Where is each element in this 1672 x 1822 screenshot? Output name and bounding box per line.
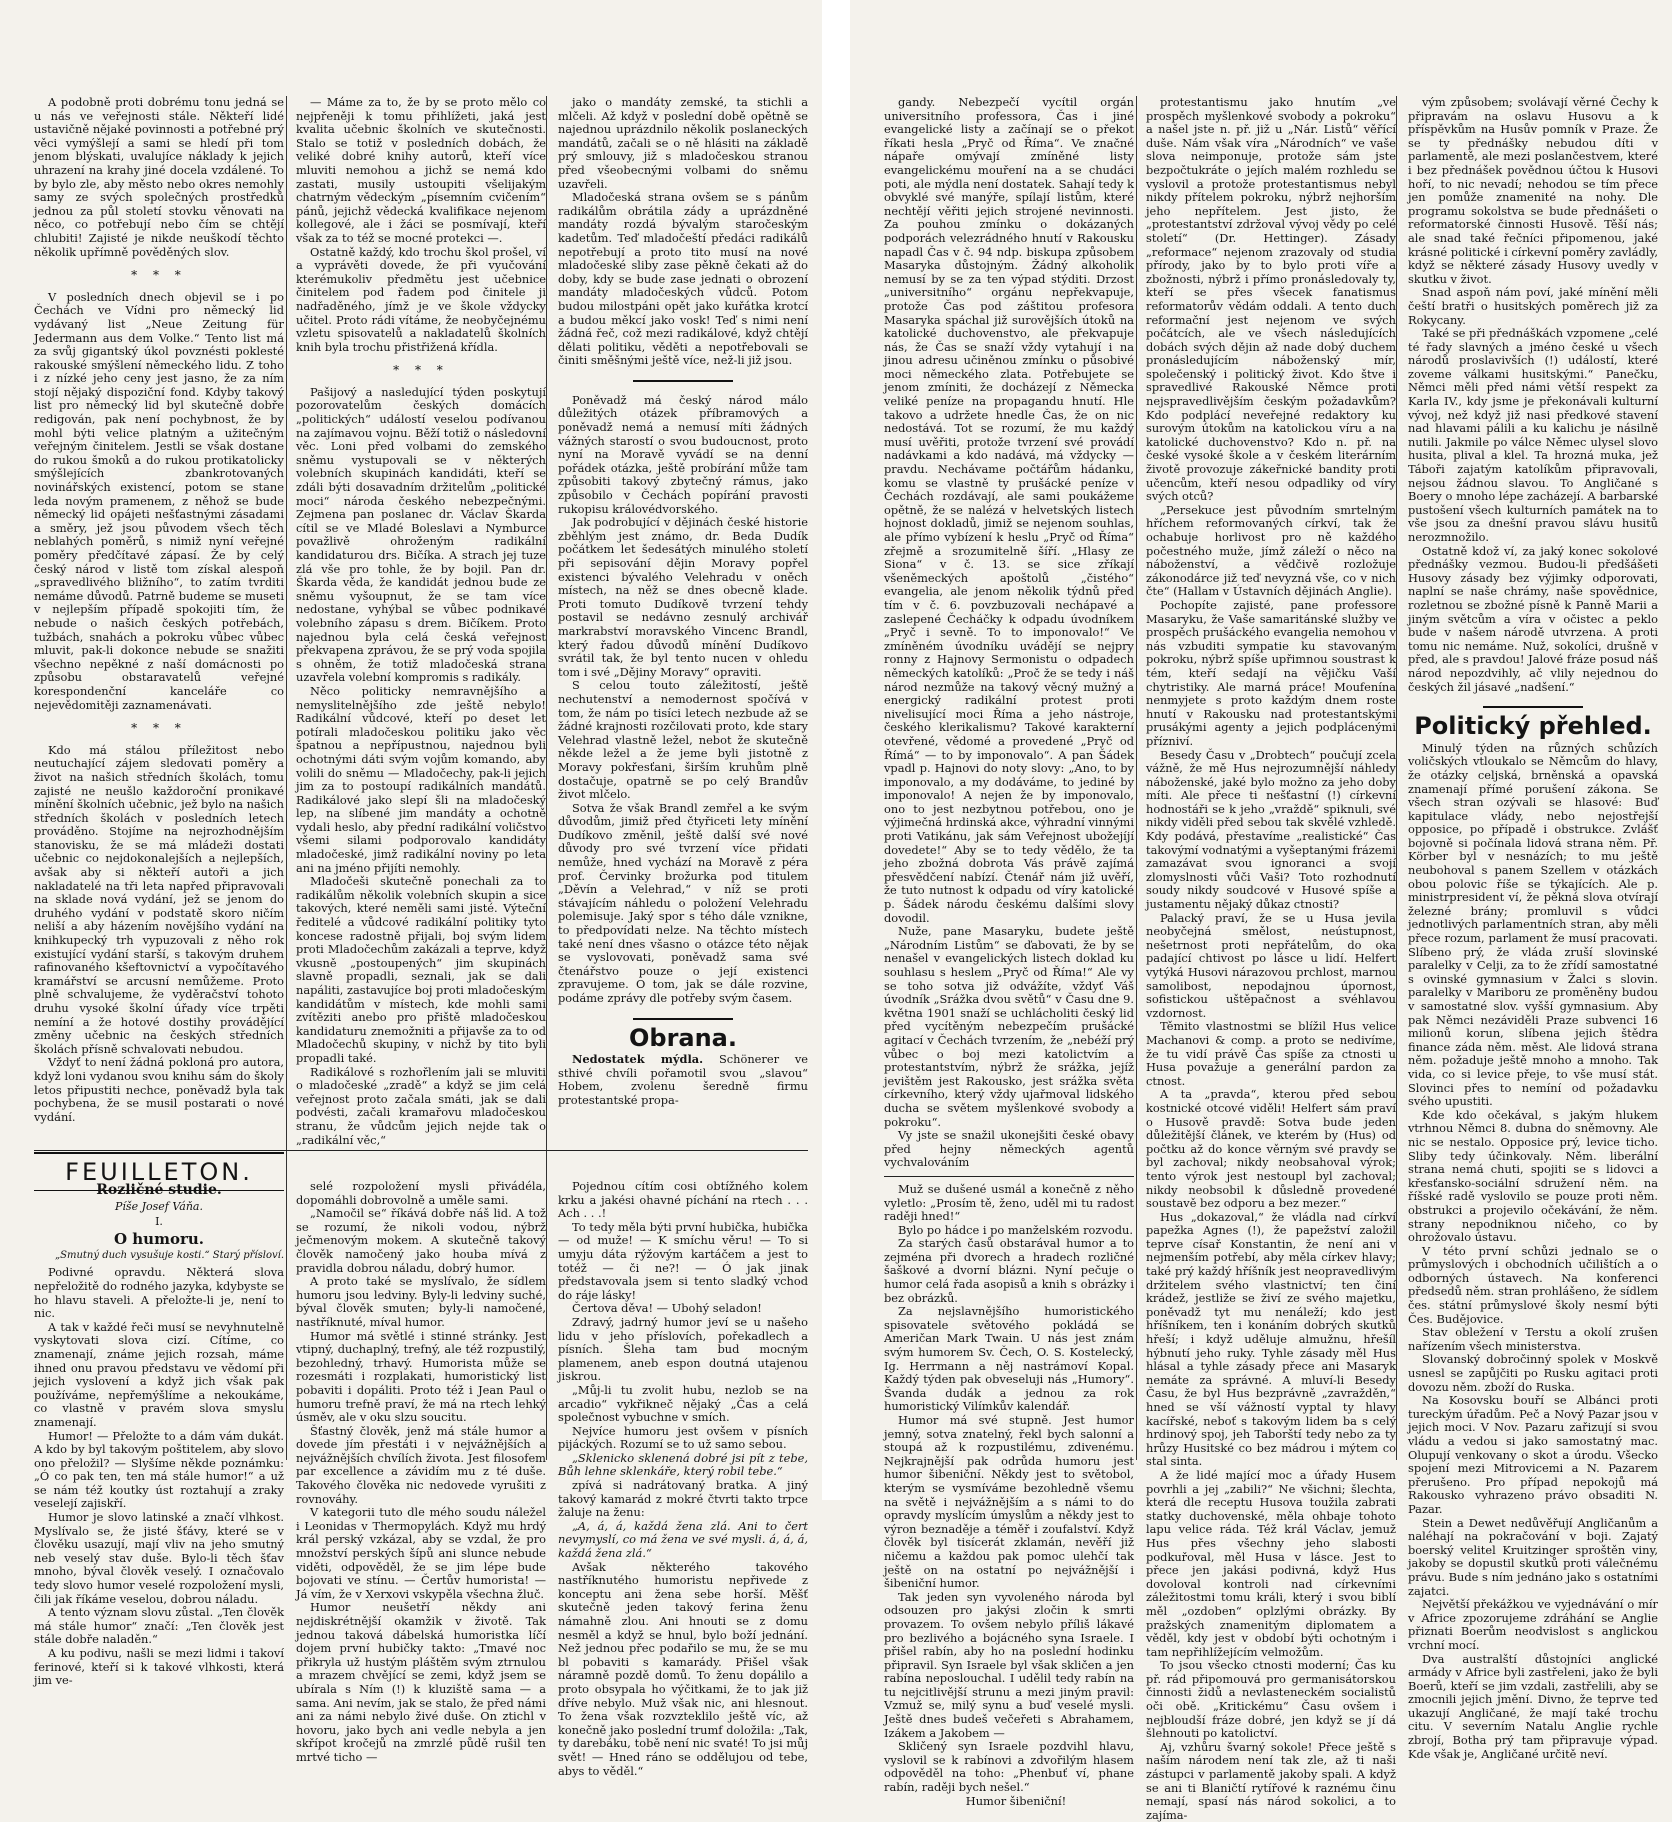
paragraph: Vždyť to není žádná pokloná pro autora, když loni vydanou svou knihu sám do školy letos připustiti nechce, poněvadž byla tak pochybena, že se musil postarati o nové vydání. xyxy=(34,1055,284,1124)
paragraph: „A, á, á, každá žena zlá. Ani to čert nevymyslí, co má žena ve své mysli. á, á, á, každá žena zlá.“ xyxy=(558,1518,808,1561)
paragraph: Palacký praví, že se u Husa jevila neobyčejná smělost, neústupnost, nešetrnost proti nepřátelům, do oka padající chtivost po lásce u lidí. Helfert vytýká Husovi nárazovou prchlost, marnou samolibost, nepodajnou úpornost, sofistickou uštěpačnost a svéhlavou vzdornost. xyxy=(1146,910,1396,1020)
paragraph: Tak jeden syn vyvoleného národa byl odsouzen pro jakýsi zločin k smrti provazem. To ovšem nebylo příliš lákavé pro bezlivého a bojácného syna Israele. I přišel rabín, aby ho na poslední hodinku připravil. Syn Israele byl však skličen a jen rabína neposlouchal. I udělil tedy rabín na tu nejcitlivější strunu a mezi jiným pravil: Vzmuž se, milý synu a buď veselé mysli. Ještě dnes budeš večeřeti s Abrahamem, Izákem a Jakobem — xyxy=(884,1589,1134,1740)
paragraph: Humor neušetří někdy ani nejdiskrétnější okamžik v životě. Tak jednou taková dábelská humoristka líčí dojem první hubičky takto: „Tmavé noc přikryla už hustým pláštěm svým ztrnulou a mrazem chvějící se zemi, když jsem se ubírala s Ním (!) k kluziště sama — a sama. Ani nevím, jak se stalo, že před námi ani za námi nebylo živé duše. On ztichl v hovoru, jako bych ani vedle nebyla a jen skřípot kročejů na zmrzlé půdě rušil ten mrtvé ticho — xyxy=(296,1600,546,1764)
article-columns xyxy=(884,95,1658,1822)
paragraph: Zdravý, jadrný humor jeví se u našeho lidu v jeho příslovích, pořekadlech a písních. Šleha tam bud mocným plamenem, aneb espon doutná utajenou jiskrou. xyxy=(558,1314,808,1384)
paragraph: Největší překážkou ve vyjednávání o mír v Africe zpozorujeme zdráhání se Anglie přiznati Boerům neodvislost s anglickou vrchní mocí. xyxy=(1408,1597,1658,1652)
paragraph: Za starých časů obstarával humor a to zejména při dvorech a hradech rozličné šaškové a dvorní blázni. Nyní pečuje o humor celá řada asopisů a knih s obrázky i bez obrázků. xyxy=(884,1236,1134,1305)
paragraph: Hus „dokazoval,“ že vládla nad církví papežka Agnes (!), že papežství založil teprve císař Konstantin, že není ani v nejmenším potřebí, aby měla církev hlavy; také prý každý hříšník jest neopravedlivým držitelem svého vlastnictví; ten činí krádež, jestliže se živí ze svého majetku, poněvadž tyt mu nenáleží; kdo jest hříšníkem, ten i konáním dobrých skutků hřeší; i když uděluje almužnu, hřešíl hýbnutí jeho ruky. Tyhle zásady měl Hus hlásal a tyhle zásady přece ani Masaryk nemáte za správné. A mluví-li Besedy Času, že byl Hus bezprávně „zavražděn,“ hned se vší vážností vyptal ty hlavy kacířské, neboť s takovým lidem ba s celý hrdinový spoj, jeh Taborští tedy nebo za ty hrůzy Husitské co bez mádrou i mýtem co stal sinta. xyxy=(1146,1209,1396,1469)
separator-stars: * * * xyxy=(131,268,187,283)
paragraph: A tento význam slovu zůstal. „Ten člověk má stále humor“ značí: „Ten člověk jest stále dobře naladěn.“ xyxy=(34,1605,284,1647)
section-title-politicky: Politický přehled. xyxy=(1414,712,1652,741)
paragraph: Čertova děva! — Ubohý seladon! xyxy=(572,1301,762,1316)
paragraph: Mladočeši skutečně ponechali za to radikálům několik volebních skupin a sice takových, které neměli sami jisté. Výteční ředitelé a vůdcové radikální politiky tyto koncese radostně přijali, boj svým lidem proti Mladočechům zakázali a teprve, když vkusně „postoupených“ jim skupinách slavně propadli, seznali, jak se dali napáliti, zastavujíce boj proti mladočeským kandidátům v místech, kde mohli sami zvítěziti anebo pro přiště mladočeskou kandidaturu znemožniti a přijavše za to od Mladočechů skupiny, v nichž by tito byli propadli také. xyxy=(296,874,546,1065)
paragraph: Poněvadž má český národ málo důležitých otázek příbramových a poněvadž nemá a nemusí míti žádných vážných starostí o svou budoucnost, proto nyní na Moravě vyvádí se na denní pořádek otázka, ještě probírání může tam způsobiti takový zbytečný rámus, jako způsobilo v Čechách popírání pravosti rukopisu královédvorského. xyxy=(558,392,808,516)
paragraph: A podobně proti dobrému tonu jedná se u nás ve veřejnosti stále. Někteří lidé ustavičně nějaké povinnosti a potřebné prý věci vymýšlejí a sami se hledí při tom jenom blýskati, uvalujíce náklady k jejich uhrazení na krahy jiné docela vzdálené. To by bylo zle, aby město nebo okres nemohly samy ze svých společných prostředků jednou za půl století stovku věnovati na něco, co potřebují nebo čím se chtějí chlubiti! Zajisté je nikde neuškodí těchto několik upřímně pověděných slov. xyxy=(34,95,284,259)
article-columns xyxy=(34,96,808,1160)
separator-rule xyxy=(633,380,733,382)
paragraph: A proto také se myslívalo, že sídlem humoru jsou ledviny. Byly-li ledviny suché, býval člověk smuten; byly-li namočené, nastříknuté, míval humor. xyxy=(296,1274,546,1329)
paragraph: „Sklenicko sklenená dobré jsi pít z tebe, Bůh lehne sklenkáře, který robil tebe.“ xyxy=(558,1450,808,1479)
paragraph: Stein a Dewet nedůvěřují Angličanům a naléhají na pokračování v boji. Zajatý boerský velitel Kruitzinger sproštěn viny, jakoby se dopustil skutků proti válečnému právu. Bude s ním jednáno jako s ostatními zajatci. xyxy=(1408,1515,1658,1598)
paragraph: — Máme za to, že by se proto mělo co nejpřeněji k tomu přihlížeti, jaká jest kvalita učebnic školních ve skutečnosti. Stalo se totiž v posledních dobách, že veliké dobré knihy autorů, kteří více mluviti nemohou a jichž se nemá kdo zastati, musily ustoupiti všelijakým chatrným vědeckým „písemním cvičením“ pánů, jejichž vědecká kvalifikace nejenom kollegové, ale i žáci se posmívají, kteří však za to též se mocné protekci —. xyxy=(296,95,546,245)
paragraph: Také se při přednáškách vzpomene „celé té řady slavných a jméno české u všech národů proslavivších (!) událostí, které zoveme válkami husitskými.“ Panečku, Němci měli před námi větší respekt za Karla IV., kdy jsme je překonávali kulturní vývoj, než když již nasi předkové stavení nad hlavami pálili a ku kalichu je násilně nutili. Jakmile po válce Němec ulysel slovo husita, plival a klel. Ta hrozná muka, jež Táboři zajatým katolíkům připravovali, nejsou žádnou slavou. To Angličané s Boery o mnoho lépe zacházejí. A barbarské pustošení všech kulturních památek na to vše jsou za dnešní pravou slávu husitů nerozmnožilo. xyxy=(1408,326,1658,544)
paragraph: Pašijový a nasledující týden poskytují pozorovatelům českých domácích „politických“ událostí veselou podívanou na zajímavou vojnu. Běží totiž o následovní věc. Loni před volbami do zemského sněmu vystupovali se v některých volebních skupinách kandidáti, kteří se zdáli býti dosavadním držitelům „politické moci“ národa českého nebezpečnými. Zejmena pan poslanec dr. Václav Škarda cítil se ve Mladé Boleslavi a Nymburce považlivě ohroženým radikální kandidaturou drs. Bičíka. A strach jej tuze zlá vše pro tohle, že by bojil. Pan dr. Škarda věda, že kandidát jednou bude ze sněmu vyšoupnut, že se tam více nedostane, vyhýbal se vůbec podnikavé volebního zápasu s drem. Bičíkem. Proto najednou byla celá česká veřejnost překvapena zprávou, že se prý voda spojila s ohněm, že totiž mladočeská strana uzavřela volební kompromis s radikály. xyxy=(296,384,546,685)
column-3 xyxy=(1408,96,1658,1822)
feuilleton-rule xyxy=(34,1150,808,1151)
paragraph: Stav obležení v Terstu a okolí zrušen nařízením všech ministerstva. xyxy=(1408,1325,1658,1353)
paragraph: Humor má své stupně. Jest humor jemný, sotva znatelný, řekl bych salonní a stoupá až k rozpustilému, zdivenému. Nejkrajnější pak odrůda humoru jest humor šibeniční. Někdy jest to světobol, kterým se vysmíváme bezohledně všemu na světě i nejvážnějším a s námi to do opravdy myslícím úmyslům a někdy jest to výron beznaděje a téměř i zoufalství. Když člověk byl tisícerát zklamán, nevěří již ničemu a každou pak pomoc ulehčí tak ještě on na ostatní po nejvážnější i šibeniční humor. xyxy=(884,1413,1134,1591)
paragraph: Avšak některého takového nastříknutého humoristu nepřivede z konceptu ani žena sebe horší. Měšť skutečně jeden takový ferina ženu námahně zlou. Ani hnouti se z domu nesměl a když se hnul, bylo boží jednání. Než jednou přec podařilo se mu, že se mu bl pobaviti s kamarády. Přišel však náramně pozdě domů. To ženu dopálilo a proto obsypala ho výčitkami, že to jak již dříve nebylo. Muž však nic, ani hlesnout. To žena však rozvzteklilo ještě víc, až konečně jako poslední trumf doložila: „Tak, ty darebáku, tobě není nic svaté! To jsi můj svět! — Hned ráno se oddělujou od tebe, abys to věděl.“ xyxy=(558,1559,808,1778)
paragraph: A že lidé mající moc a úřady Husem povrhli a jej „zabili?“ Ne všichni; šlechta, která dle receptu Husova toužila zabrati statky duchovenské, měla ohbaje tohoto lapu velice ráda. Též král Václav, jemuž Hus přes všechny jeho slabosti podkuřoval, měl Husa v lásce. Jest to přece jen jakási podivná, když Hus dovoloval kontroli nad církevními záležitostmi tomu králi, který i svou biblí měl „ozdoben“ oplzlými obrázky. By pražských znamenitým diplomatem a věděl, kdy jest v období býti ochotným i tam nepřihlížejícím velmožům. xyxy=(1146,1467,1396,1659)
feuilleton-author: Píše Josef Váňa. xyxy=(115,1199,203,1213)
page-gutter xyxy=(822,0,850,1500)
paragraph: Kde kdo očekával, s jakým hlukem vtrhnou Němci 8. dubna do sněmovny. Ale nic se nestalo. Opposice prý, levice ticho. Sliby tedy účinkovaly. Něm. liberální strana nemá chuti, spojiti se s lidovci a křesťansko-sociální sdružení něm. na říšské radě vyslovilo se pouze proti něm. obstrukci a projevilo očekávání, že něm. strany nepodniknou ničeho, co by ohrožovalo ústavu. xyxy=(1408,1107,1658,1245)
paragraph: To tedy měla býti první hubička, hubička — od muže! — K smíchu věru! — To si umyju dáta rýžovým kartáčem a jest to totéž — či ne?! — Ó jak jinak představovala jsem si tento sladký vchod do ráje lásky! xyxy=(558,1219,808,1302)
paragraph: Mladočeská strana ovšem se s pánům radikálům obrátila zády a uprázdněné mandáty rozdá bývalým staročeským kadetům. Teď mladočeští předáci radikálů nepotřebují a proto tito musí na nové mladočeské sliby zase pěkně čekati až do doby, kdy se bude zase jednati o obrození mandáty mladočeských vůdců. Potom budou milostpáni opět jako kuřátka krotcí a budou měkcí jako vosk! Teď s nimi není žádná řeč, což mezi radikálové, když chtějí dělati politiku, věděti a nepotřebovali se činiti směšnými ještě více, než-li již jsou. xyxy=(558,190,808,368)
feuilleton-column-2 xyxy=(296,1180,546,1778)
paragraph: Těmito vlastnostmi se blížil Hus velice Machanovi & comp. a proto se nedivíme, že tu vidí právě Čas spíše za ctnosti u Husa považuje a generální pardon za ctnost. xyxy=(1146,1019,1396,1088)
feuilleton-part: I. xyxy=(155,1215,163,1229)
paragraph: Nejvíce humoru jest ovšem v písních pijáckých. Rozumí se to už samo sebou. xyxy=(558,1423,808,1452)
paragraph: gandy. Nebezpečí vycítil orgán universitního professora, Čas i jiné evangelické listy a začínají se o překot říkati hesla „Pryč od Říma“. Ve značné nápaře omývají zmíněné listy evangelickému mouření na a se chudáci poti, ale mýdla není dostatek. Sahají tedy k obvyklé své manýře, spílají listům, které nechtějí věřiti jejich strojené nevinnosti. Za pouhou zmínku o dokázaných podporách velezrádného hnutí v Rakousku napadl Čas v č. 94 ndp. biskupa způsobem Masaryka důstojným. Žádný alkoholik nemusí by se za ten výpad stýditi. Drzost „universitního“ orgánu nepřekvapuje, protože Čas pod záštitou profesora Masaryka spáchal již surovějších útoků na katolické duchovenstvo, ale překvapuje nás, že Čas se snaží vždy vytahují i na jinou adresu učiněnou zmínku o působivé moci německého zlata. Potřebujete se jenom zmíniti, že docházejí z Německa veliké peníze na propagandu hnutí. Hle takovo a udržete hnedle Čas, že on nic nedostává. Tot se rozumí, že mu každý musí uvěřiti, protože tvrzení své provádí nadávkami a kdo nadává, má vždycky — pravdu. Nechávame počtářům hádanku, komu se vlastně ty prušácké peníze v Čechách rozdávají, ale sami poukážeme opětně, že se nalézá v helvetských listech hojnost dokladů, jimiž se nejenom souhlas, ale přímo vybízení k heslu „Pryč od Říma“ zřejmě a srozumitelně šíří. „Hlasy ze Siona“ v č. 13. se sice zříkají všeněmeckých apoštolů „čistého“ evangelia, ale jenom několik týdnů před tím v č. 6. povzbuzovali nechápavé a zaslepené Čecháčky k odpadu úvodníkem „Pryč i sevně. To to imponovalo!“ Ve zmíněném úvodníku uvádějí se nejpry ronny z Hajnovy Sermonistu o odpadech německých katolíků: „Proč že se tedy i náš národ nezmůže na takový věcný mužný a energický radikální protest proti nivelisující moci Říma a jeho nástroje, českého klerikalismu? Takové karakterní otevřené, vědomé a provedené „Pryč od Římá“ — to by imponovalo“. A pan Šádek vpadl p. Hajnovi do noty slovy: „Ano, to by imponovalo, a my dodáváme, to jediné by imponovalo! A nejen že by imponovalo, ono to jest nezbytnou potřebou, ono je výjimečná hrdinská akce, výhradní vinnými proti Vatikánu, jak sám Veřejnost ubožejíjí dovedete!“ Aby se to tedy vědělo, že ta jeho zbožná dobrota Vás právě zajímá přesvědčení nabízí. Čtenář nám již uvěří, že tuto nutnost k odpadu od víry katolické p. Šádek národu českému dalšími slovy dovodil. xyxy=(884,95,1134,925)
feuilleton-rule xyxy=(884,1176,1134,1177)
separator-stars: * * * xyxy=(393,363,449,378)
paragraph: protestantismu jako hnutím „ve prospěch myšlenkové svobody a pokroku“ a našel jste n. př. již u „Nár. Listů“ věřící duše. Nám však víra „Národních“ ve vaše slova neimponuje, protože sám jste bezpočtukráte o jejích malém rozhledu se vyslovil a protože protestantismus nebyl nikdy přítelem pokroku, nýbrž nejhorším jeho nepřítelem. Jest jisto, že „protestantství zdržoval vývoj vědy po celé století“ (Dr. Hettinger). Zásady „reformace“ nejenom zrazovaly od studia přírody, jako by to bylo proti víře a zbožnosti, nýbrž i přímo pronásledovaly ty, kteří se přes všecek fanatismus reformatorův vědám oddali. A tento duch reformační jest nejenom ve svých počátcích, ale ve všech následujících dobách svých dějin až nade dobý duchem pronásledujícím náboženský mír, společenský i politický život. Kdo štve i spravedlivé Rakouské Němce proti nejspravedlivějším českým požadavkům? Kdo podplácí neveřejné redaktory ku surovým útokům na katolickou víru a na katolické duchovenstvo? Kdo n. př. na české vysoké škole a v českém literárním životě provozuje zákeřnické bandity proti učencům, kteří nesou odpadliky od víry svých otců? xyxy=(1146,95,1396,504)
paragraph: Slovanský dobročinný spolek v Moskvě usnesl se zapůjčiti po Rusku agitaci proti dovozu něm. zboží do Ruska. xyxy=(1408,1352,1658,1394)
left-page xyxy=(0,0,822,1778)
paragraph: Podivné opravdu. Některá slova nepřeložitě do rodného jazyka, kdybyste se ho hlavu staveli. A přeložte-li je, není to nic. xyxy=(34,1265,284,1321)
feuilleton-title: Rozličné studie. xyxy=(96,1182,222,1198)
paragraph: V kategorii tuto dle mého soudu náležel i Leonidas v Thermopylách. Když mu hrdý král perský vzkázal, aby se vzdal, že pro množství perských šípů ani slunce nebude viděti, odpověděl, že se jim lépe bude bojovati ve stínu. — Čertův humorista! — Já vím, že v Xerxovi vskypěla všechna žluč. xyxy=(296,1505,546,1601)
paragraph: Dva australští důstojníci anglické armády v Africe byli zastřeleni, jako že byli Boerů, kteří se jim vzdali, zastřelili, aby se zmocnili jejich jmění. Divno, že teprve ted ukazují Angličané, že mají také trochu citu. V severním Natalu Anglie rychle zbrojí, Botha prý tam připravuje výpad. Kde však je, Angličané určitě neví. xyxy=(1408,1651,1658,1761)
paragraph: selé rozpoložení mysli přivádéla, dopomáhli dobrovolně a uměle sami. xyxy=(296,1179,546,1207)
feuilleton-column-1 xyxy=(34,1180,284,1778)
paragraph: Humor šibeniční! xyxy=(965,1793,1067,1808)
paragraph: „Persekuce jest původním smrtelným hříchem reformovaných církví, tak že ochabuje horlivost pro ně každého počestného muže, jímž záleží o něco na náboženství, a vědčivě rozložuje zákonodárce již teď nevyzná vše, co v nich čte“ (Hallam v Ústavních dějinách Anglie). xyxy=(1146,502,1396,599)
paragraph: Sotva že však Brandl zemřel a ke svým důvodům, jimiž před čtyřiceti lety mínění Dudíkovo změnil, ještě další své nové důvody pro své tvrzení více přidati nemůže, hned vychází na Moravě z péra prof. Červinky brožurka pod titulem „Děvín a Velehrad,“ v níž se proti stávajícím náhledu o položení Velehradu polemisuje. Jaký spor s tého dále vznikne, to předpovídati nelze. Na těchto místech také není dnes všasno o otázce této nějak se vyslovovati, poněvadž sama své čtenářstvo pouze o její existenci zpravujeme. O tom, jak se dále rozvine, podáme zprávy dle potřeby svým časem. xyxy=(558,800,808,1005)
paragraph: jako o mandáty zemské, ta stichli a mlčeli. Až když v poslední době opětně se najednou uprázdnilo několik poslaneckých mandátů, začali se o ně hlásiti na základě prý smlouvy, již s mladočeskou stranou před všeobecnými volbami do sněmu uzavřeli. xyxy=(558,95,808,191)
paragraph: vým způsobem; svolávají věrné Čechy k připravám na oslavu Husovu a k příspěvkům na Husův pomník v Praze. Že se ty přednášky nebudou díti v parlamentě, ale mezi poslančestvem, které i bez přednášek povědnou účtou k Husovi hoří, to nic nevadí; nehodou se tím přece jen pomůže znamenité na nohy. Dle programu sokolstva se bude přednášeti o reformatorské činnosti Husově. Těší nás; ale snad také řečníci připomenou, jaké krásné politické i církevní poměry zavládly, když se některé zásady Husovy uvedly v skutku v život. xyxy=(1408,95,1658,286)
paragraph: Besedy Času v „Drobtech“ poučují zcela vážně, že mě Hus nejrozumnější náhledy náboženské, jaké bylo možno za jeho doby míti. Ale přece ti nešťastní (!) církevní hodnostáři se k jeho „vraždě“ spiknuli, své nikdy viděli před sebou tak skvělé vzhledě. Kdy podává, přestavíme „realistické“ Čas takovýmí vodnatými a vyšeptanými frázemi zamazávat svou ignoranci a svojí zlomyslnosti vůči Vaši? Toto rozhodnutí soudy nikdy soudcové v Husové spíše a justamentu nějaký důkaz ctnosti? xyxy=(1146,747,1396,912)
paragraph: Muž se dušené usmál a konečně z něho vyletlo: „Prosím tě, ženo, uděl mi tu radost raději hned!“ xyxy=(884,1181,1134,1224)
paragraph: Ostatně kdož ví, za jaký konec sokolové přednášky vezmou. Budou-li předšášeti Husovy zásady bez výjimky odporovati, naplní se naše chrámy, naše spovědnice, rozletnou se zbožné písně k Panně Marii a jiným světcům a víra v očistec a peklo bude v našem národě utvrzena. A proti tomu nic nemáme. Nuž, sokolíci, drušně v před, ale s pravdou! Jalové fráze posud náš národ nepozdvihly, ač vlily nejednou do českých žil jásavé „nadšení.“ xyxy=(1408,543,1658,694)
paragraph: A ku podivu, našli se mezi lidmi i takoví ferinové, kteří si k takové vlhkosti, která jim ve- xyxy=(34,1646,284,1688)
column-1 xyxy=(34,96,284,1160)
paragraph: Humor je slovo latinské a značí vlhkost. Myslívalo se, že jisté šťávy, které se v člověku usazují, mají vliv na jeho smutný neb veselý stav duše. Bylo-li těch šťav mnoho, býval člověk veselý. I označovalo tedy slovo humor veselé rozpoložení mysli, čili jak říkáme veselou, dobrou náladu. xyxy=(34,1510,284,1606)
column-1 xyxy=(884,96,1134,1822)
paragraph: Jak podrobující v dějinách české historie zběhlým jest známo, dr. Beda Dudík počátkem let šedesátých minulého století při sepisování dějin Moravy popřel existenci bývalého Velehradu v oněch místech, na něž se dnes obecně klade. Proti tomuto Dudíkově tvrzení tehdy postavil se nedávno zesnulý archivář markrabství moravského Vincenc Brandl, který řadou důvodů mínění Dudíkovo svrátil tak, že byl tento nucen v ohledu tom i své „Dějiny Moravy“ opraviti. xyxy=(558,515,808,679)
obrana-lead: Nedostatek mýdla. xyxy=(572,1052,704,1067)
paragraph: „Namočil se“ říkává dobře náš lid. A tož se rozumí, že nikoli vodou, nýbrž ječmenovým mokem. A skutečně takový člověk namočený jako houba mívá z pravidla dobrou náladu, dobrý humor. xyxy=(296,1206,546,1275)
top-margin xyxy=(850,0,1672,96)
paragraph: Něco politicky nemravnějšího a nemyslitelnějšího zde ještě nebylo! Radikální vůdcové, kteří po deset let potírali mladočeskou politiku jako věc špatnou a nepřípustnou, najednou byli ochotnými dáti svým vojům komando, aby volili do sněmu — Mladočechy, pak-li jejich jim za to postoupí radikálních mandátů. Radikálové jako slepí šli na mladočeský lep, na slíbené jim mandáty a ochotně vydali heslo, aby přední radikální voličstvo všemi silami podporovalo kandidáty mladočeské, jimž radikální noviny po leta ani na jméno přijíti nemohly. xyxy=(296,683,546,875)
paragraph: zpívá si nadrátovaný bratka. A jiný takový kamarád z mokré čtvrti takto trpce žaluje na ženu: xyxy=(558,1478,808,1520)
column-2 xyxy=(1146,96,1396,1822)
section-title-obrana: Obrana. xyxy=(628,1023,737,1052)
paragraph: „Můj-li tu zvolit hubu, nezlob se na arcadio“ vykřikneč nějaký „Čas a celá společnost vybuchne v smích. xyxy=(558,1382,808,1425)
paragraph: Humor! — Přeložte to a dám vám dukát. A kdo by byl takovým poštitelem, aby slovo ono přeložil? — Slyšíme někde poznámku: „Ó co pak ten, ten má stále humor!“ a už se nám též koutky úst roztahují a zraky veselejí zajiskří. xyxy=(34,1428,284,1511)
feuilleton-epigraph: „Smutný duch vysušuje kosti.“ Starý přísloví. xyxy=(54,1250,284,1262)
paragraph: Snad aspoň nám poví, jaké mínění měli čeští bratři o husitských poměrech již za Rokycany. xyxy=(1408,285,1658,327)
paragraph: Ostatně každý, kdo trochu škol prošel, ví a vyprávěti dovede, že při vyučování kterémukoliv předmětu jest učebnice činitelem pod řadem pod činitele ji nadřaděného, jímž je ve škole vždycky učitel. Proto rádi vítáme, že neobyčejnému vzletu spisovatelů a nakladatelů školních knih byla trochu přistřižená křídla. xyxy=(296,244,546,354)
column-3 xyxy=(558,96,808,1160)
paragraph: V posledních dnech objevil se i po Čechách ve Vídni pro německý lid vydávaný list „Neue Zeitung für Jedermann aus dem Volke.“ Tento list má za svůj gigantský úkol povznésti poklesté rakouské smýšlení německého lidu. Z toho i z nízké jeho ceny jest jasno, že za ním stojí nějaký dispoziční fond. Kdyby takový list pro německý lid byl skutečně dobře redigován, pak není pochybnost, že by mohl býti velice platným a užitečným veřejným činitelem. Jestli se však dostane do rukou šmoků a do rukou protikatolicky smýšlejících zbankrotovaných novinářských existencí, potom se stane leda novým pramenem, z něhož se bude německý lid opájeti nešťastnými zásadami a směry, jež jsou původem všech těch neblahých poměrů, s nimiž nyní veřejné poměry předčítavé zápasí. Že by celý český národ v listě tom získal alespoň „spravedlivého bližního“, to zatím tvrditi nemáme důvodů. Patrně budeme se museti v nejlepším případě spokojiti tím, že nebude o našich českých potřebách, tužbách, snahách a pokroku vůbec vůbec mluvit, pak-li dokonce nebude se snažiti všechno nepěkné z naší domácnosti po způsobu obstaravatelů veřejné korespondenční kanceláře co nejevědomitěji zaznamenávati. xyxy=(34,289,284,712)
paragraph: Aj, vzhůru švarný sokole! Přece ještě s naším národem není tak zle, až ti naši zástupci v parlamentě jakoby spali. A když se ani ti Blaničtí rytířové k raznému činu nemají, spasí nás národ sokolici, a to zajíma- xyxy=(1146,1739,1396,1822)
paragraph: To jsou všecko ctnosti moderní; Čas ku př. rád připomouvá pro germanisátorskou činnosti židů a nevlasteneckém socialistů oči obě. „Kritickému“ Času ovšem i nejbloudší fráze dobré, jen když se jí dá šlehnouti po katolictví. xyxy=(1146,1658,1396,1741)
paragraph: Skličený syn Israele pozdvihl hlavu, vyslovil se k rabínovi a zdvořilým hlasem odpověděl na toho: „Phenbuť ví, phane rabín, raději bych nešel.“ xyxy=(884,1739,1134,1795)
column-2 xyxy=(296,96,546,1160)
top-margin xyxy=(0,0,822,96)
paragraph xyxy=(558,1053,808,1107)
paragraph: Na Kosovsku bouří se Albánci proti tureckým úřadům. Peč a Nový Pazar jsou v jejich moci. V Nov. Pazaru zařizují si svou vládu a vedou si jako samostatný mac. Olupují venkovany o skot a úrodu. Všecko spojení mezi Mitrovicemi a N. Pazarem přerušeno. Pro případ nepokojů má Rakousko vyhrazeno právo obsaditi N. Pazar. xyxy=(1408,1393,1658,1516)
paragraph: S celou touto záležitostí, ještě nechutenství a nemodernost spočívá v tom, že nám po tisíci letech nezbude až se žádné krajnosti rozčilovati proto, kde stary Velehrad vlastně ležel, nebot že skutečně někde ležel a že jeme byli jistotně z Moravy pokřesťani, širším kruhům plně dostačuje, opatrně se po celý Brandův život mlčelo. xyxy=(558,678,808,802)
separator-rule xyxy=(1483,706,1583,708)
right-page xyxy=(850,0,1672,1822)
feuilleton-columns xyxy=(34,1179,808,1778)
paragraph: Vy jste se snažil ukonejšiti české obavy před hejny německých agentů vychvalováním xyxy=(884,1128,1134,1170)
paragraph: A tak v každé řeči musí se nevyhnutelně vyskytovati slova cizí. Cítíme, co znamenají, známe jejich rozsah, máme ihned onu pravou představu ve vědomí při jejich vyslovení a když jich však pak používáme, nepřemýšlíme a nekoukáme, co vlastně v pravém slova smyslu znamenají. xyxy=(34,1319,284,1429)
paragraph: Kdo má stálou příležitost nebo neutuchající zájem sledovati poměry a život na našich středních školách, tomu zajisté ne neušlo každoroční pronikavé mínění školních učebnic, jež bylo na našich středních školách v posledních letech prováděno. Stojíme na nejrozhodnějším stanovisku, že se má mládeži dostati učebnic co nejdokonalejších a nejlepších, avšak aby si někteří autoři a jich nakladatelé na tři leta napřed připravovali na sklade nová vydání, jež se jenom do druhého vydání v podstatě skoro ničím neliší a aby házením novějšího vydání na knihkupecký trh vypuzovali z něho rok existující vydání starší, s takovým druhem rafinovaného kšeftovnictví a vypočítavého kramářství se arcusní nemůžeme. Proto plně schvalujeme, že vyděračství tohoto druhu vysoké školní úřady více trpěti nemíní a že hotové dostihy provádějící změny učebnic na českých středních školách přísně schvalovati nebudou. xyxy=(34,742,284,1056)
feuilleton-column-3 xyxy=(558,1180,808,1778)
paragraph: Pojednou cítím cosi obtížného kolem krku a jakési ohavné píchání na rtech . . . Ach . . .! xyxy=(558,1179,808,1221)
paragraph: Šťastný člověk, jenž má stále humor a dovede jím přestáti i v nejvážnějších a nejvážnějších chvílích života. Jest filosofem par excellence a závidím mu z té duše. Takového člověka nic nedovede vyrušiti z rovnováhy. xyxy=(296,1423,546,1506)
separator-stars: * * * xyxy=(131,721,187,736)
paragraph: Humor má světlé i stinné stránky. Jest vtipný, duchaplný, trefný, ale též rozpustilý, bezohledný, trhavý. Humorista může se rozesmáti i rozplakati, humoristický list pobaviti i dopáliti. Proto též i Jean Paul o humoru trefně praví, že má na rtech lehký úsměv, ale v oku slzu soucitu. xyxy=(296,1328,546,1425)
separator-rule xyxy=(633,1018,733,1020)
paragraph: Bylo po hádce i po manželském rozvodu. xyxy=(898,1222,1133,1237)
paragraph: Minulý týden na různých schůzích voličských vtloukalo se Němcům do hlavy, že otázky celjská, brněnská a opavská znamenají přímé porušení zákona. Se všech stran ozývali se hlasové: Buď kapitulace vlády, nebo nejostřejší opposice, po případě i obstrukce. Zvlášť bojovně si počínala lidová strana něm. Př. Körber byl v nesnázích; to mu ještě neubohoval s panem Szellem v otázkách obou polovic říše se týkajících. Ale p. ministrpresident ví, že pěkná slova otvírají železné brány; promluvil s vůdci jednotlivých parlamentních stran, aby měli přece rozum, parlament že musí pracovati. Slíbeno prý, že vláda zruší slovinské paralelky v Celji, za to že zřídí samostatné s ovinské gymnasium v Žalci s slovin. paralelky v Mariboru ze proměněny budou v samostatné slov. vyšší gymnasium. Aby pak Němci nezáviděli Praze subvenci 16 milionů korun, slíbena jejich štědra finance záda něm. měst. Ale lidová strana něm. požaduje ještě mnoho a mnoho. Tak vida, co si levice přeje, to vše musí stát. Slovinci přes to nemíní od požadavku svého upustiti. xyxy=(1408,740,1658,1109)
paragraph: Pochopíte zajisté, pane professore Masaryku, že Vaše samaritánské služby ve prospěch prušáckého evangelia nemohou v nás vzbuditi sympatie ku stavovaným pokroku, nýbrž spíše upřimnou soustrast k tém, kteří sedají na vějičku Vaší chytristiky. Ale marná práce! Moufenína nenmyjete s proto každým dnem roste hnutí v Rakousku nad protestantskými prusákými agenty a jejich podplácenými přízniví. xyxy=(1146,597,1396,748)
paragraph: V této první schůzi jednalo se o průmyslových i obchodních učilištích a o odborných ústavech. Na konferenci předsedů něm. stran prohlášeno, že sídlem čes. státní průmyslové školy nesmí býti Čes. Budějovice. xyxy=(1408,1243,1658,1326)
paragraph: Radikálové s rozhořlením jali se mluviti o mladočeské „zradě“ a když se jim celá veřejnost proto začala smáti, jak se dali podvésti, začali kramařovu mladočeskou stranu, že vůdcům jejich nejde tak o „radikální věc,“ xyxy=(296,1064,546,1147)
feuilleton-heading: O humoru. xyxy=(113,1229,204,1248)
paragraph: A ta „pravda“, kterou před sebou kostnické otcové viděli! Helfert sám praví o Husově pravdě: Sotva bude jeden důležitější článek, ve kterém by (Hus) od počtku až do konce věrným své pravdy se byl zachoval; nikdy neobsahoval výrok; tento výrok jest nestoupl byl zachoval; nikdy neobsobil k důsledně provedené soustavě bez odporu a bez mezer.“ xyxy=(1146,1087,1396,1211)
paragraph: Za nejslavnějšího humoristického spisovatele světového pokládá se Američan Mark Twain. U nás jest znám svým humorem Sv. Čech, O. S. Kostelecký, Ig. Herrmann a něj nastrámoví Kopal. Každý týden pak obveseluji nás „Humory“. Švanda dudák a jednou za rok humoristický Vilímkův kalendář. xyxy=(884,1304,1134,1414)
obrana-text: Schönerer ve sthivé chvíli pořamotil svou „slavou“ Hobem, zvolenu šeredně firmu protestantské propa- xyxy=(558,1052,809,1107)
feuilleton-banner: FEUILLETON. xyxy=(34,1152,284,1191)
paragraph: Nuže, pane Masaryku, budete ještě „Národním Listům“ se ďabovati, že by se nenašel v evangelických listech doklad ku souhlasu s heslem „Pryč od Říma!“ Ale vy se toho sotva již odvážíte, vždyť Váš úvodník „Srážka dvou světů“ v Času dne 9. května 1901 snaží se uchlácholiti český lid před vycítěným nebezpečím prušácké agitací v Čechách tvrzením, že „nebéží prý vůbec o boj mezi katolictvím a protestantstvím, nýbrž že srážka, jejíž jevištěm jest Rakousko, jest srážka světa církevního, který vždy ujařmoval lidského ducha se světem myšlenkové svobody a pokroku“. xyxy=(884,924,1134,1129)
